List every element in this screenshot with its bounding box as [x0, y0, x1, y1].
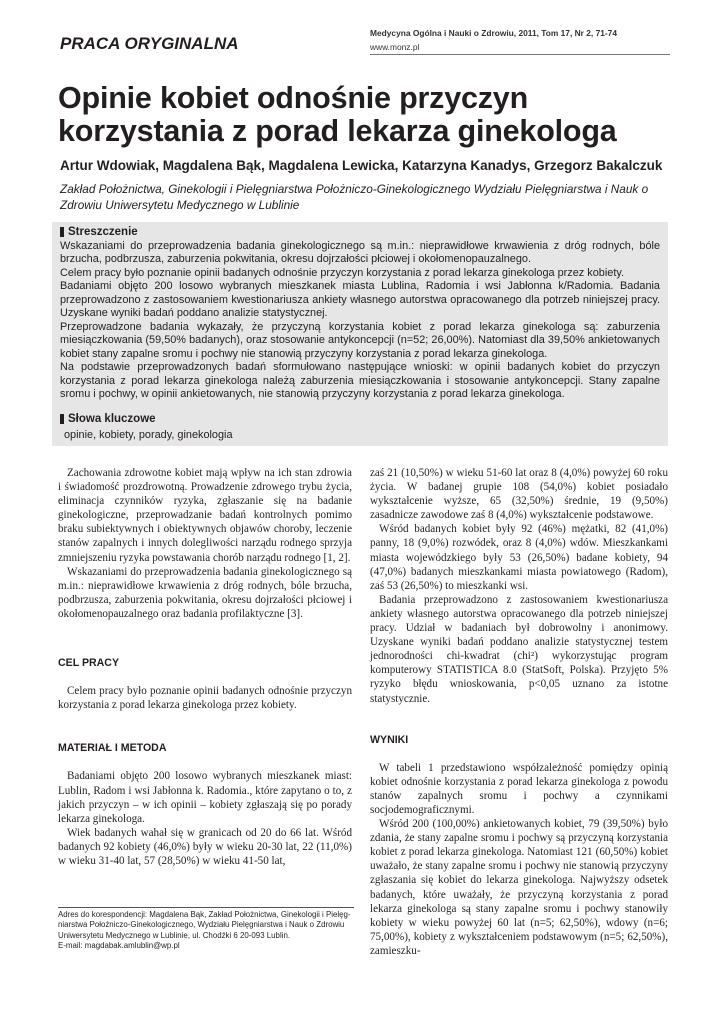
- body-paragraph: Badania przeprowadzono z zastosowaniem kwestionariusza ankiety własnego autorstwa opracowanego dla potrzeb niniejszej pracy. Udział w badaniach był dobrowolny i anonimowy. Uzyskane wyniki badań poddano analizie statystycznej testem jednorodności chi-kwadrat (chi²) wykorzystując program komputerowy STATISTICA 8.0 (StatSoft, Polska). Przyjęto 5% ryzyko błędu wnioskowania, p<0,05 uznano za istotne statystycznie.: [370, 593, 668, 705]
- square-bullet-icon: [60, 227, 64, 237]
- abstract-heading-label: Streszczenie: [68, 226, 138, 238]
- author-list: Artur Wdowiak, Magdalena Bąk, Magdalena Lewicka, Katarzyna Kanadys, Grzegorz Bakalczuk: [60, 158, 663, 173]
- body-paragraph: Badaniami objęto 200 losowo wybranych mieszkanek miast: Lublin, Radom i wsi Jabłonna k. Radomia., które zapytano o to, z jakich przyczyn – w ich opinii – kobiety zgłaszają się po porady lekarza ginekologa.: [58, 770, 352, 825]
- footnote-line: niarstwa Położniczo-Ginekologicznego, Wydziału Pielęgniarstwa i Nauk o Zdrowiu: [58, 920, 345, 930]
- section-heading-results: WYNIKI: [370, 733, 409, 746]
- keywords-heading: [60, 413, 156, 425]
- footnote-line: Adres do korespondencji: Magdalena Bąk, Zakład Położnictwa, Ginekologii i Pielęg-: [58, 910, 351, 919]
- abstract-paragraph: Wskazaniami do przeprowadzenia badania ginekologicznego są m.in.: nieprawidłowe krwawienia z dróg rodnych, bóle brzucha, podbrzusza, zaburzenia pokwitania, okresu dojrzałości płciowej i okołomenopauzalnego.: [60, 240, 660, 266]
- section-label: PRACA ORYGINALNA: [60, 34, 239, 53]
- body-column-left: [58, 466, 352, 868]
- abstract-paragraph: Badaniami objęto 200 losowo wybranych mieszkanek miasta Lublina, Radomia i wsi Jabłonna k/Radomia. Badania przeprowadzono z zastosowaniem kwestionariusza ankiety własnego autorstwa opracowanego dla potrzeb niniejszej pracy. Uzyskane wyniki badań poddano analizie statystycznej.: [60, 280, 660, 320]
- body-paragraph: Wśród 200 (100,00%) ankietowanych kobiet, 79 (39,50%) było zdania, że stany zapalne sromu i pochwy są przyczyną korzystania kobiet z porad lekarza ginekologa. Natomiast 121 (60,50%) kobiet uważało, że stany zapalne sromu i pochwy nie stanowią przyczyny zgłaszania się kobiet do lekarza ginekologa. Najwyższy odsetek badanych, które uważały, że przyczyną korzystania z porad lekarza ginekologa są stany zapalne sromu i pochwy stanowiły kobiety w wieku powyżej 60 lat (n=5; 62,50%), wdowy (n=6; 75,00%), kobiety z wykształceniem podstawowym (n=5; 62,50%), zamieszku-: [370, 818, 668, 957]
- abstract-paragraph: Na podstawie przeprowadzonych badań sformułowano następujące wnioski: w opinii badanych kobiet do przyczyn korzystania z porad lekarza ginekologa należą zaburzenia miesiączkowania i stosowanie antykoncepcji. Stany zapalne sromu i pochwy, w opinii ankietowanych, nie stanowią przyczyny korzystania z porad lekarza ginekologa.: [60, 361, 660, 400]
- body-paragraph: zaś 21 (10,50%) w wieku 51-60 lat oraz 8 (4,0%) powyżej 60 roku życia. W badanej grupie 108 (54,0%) kobiet posiadało wykształcenie wyższe, 65 (32,50%) średnie, 19 (9,50%) zasadnicze zawodowe zaś 8 (4,0%) wykształcenie podstawowe.: [370, 467, 668, 522]
- abstract-text: [60, 240, 660, 401]
- body-paragraph: Wiek badanych wahał się w granicach od 20 do 66 lat. Wśród badanych 92 kobiety (46,0%) były w wieku 20-30 lat, 22 (11,0%) w wieku 31-40 lat, 57 (28,50%) w wieku 41-50 lat,: [58, 826, 352, 867]
- journal-citation: Medycyna Ogólna i Nauki o Zdrowiu, 2011, Tom 17, Nr 2, 71-74: [370, 28, 617, 38]
- author-affiliation: Zakład Położnictwa, Ginekologii i Pielęgniarstwa Położniczo-Ginekologicznego Wydziału Pielęgniarstwa i Nauk o Zdrowiu Uniwersytetu Medycznego w Lublinie: [60, 182, 649, 212]
- section-heading-methods: MATERIAŁ I METODA: [58, 742, 167, 755]
- abstract-paragraph: Przeprowadzone badania wykazały, że przyczyną korzystania kobiet z porad lekarza ginekologa są: zaburzenia miesiączkowania (59,50% badanych), oraz stosowanie antykoncepcji (n=52; 26,00%). Natomiast dla 39,50% ankietowanych kobiet stany zapalne sromu i pochwy nie stanowią przyczyny korzystania z porad lekarza ginekologa.: [60, 320, 660, 360]
- body-column-right: [370, 466, 668, 958]
- correspondence-footnote: [58, 910, 358, 951]
- body-paragraph: Zachowania zdrowotne kobiet mają wpływ na ich stan zdrowia i świadomość prozdrowotną. Prowadzenie zdrowego trybu życia, eliminacja czynników ryzyka, zgłaszanie się na badanie ginekologiczne, przeprowadzanie badań kontrolnych pomimo braku subiektywnych i obiektywnych objawów choroby, leczenie stanów zapalnych i innych dolegliwości narządu rodnego sprzyja zmniejszeniu ryzyka powstawania chorób narządu rodnego [1, 2].: [58, 467, 352, 564]
- journal-website[interactable]: www.monz.pl: [370, 42, 420, 52]
- body-paragraph: Wśród badanych kobiet były 92 (46%) mężatki, 82 (41,0%) panny, 18 (9,0%) rozwódek, oraz 8 (4,0%) wdów. Mieszkankami miasta wojewódzkiego były 53 (26,50%) badane kobiety, 94 (47,0%) badanych mieszkankami miasta powiatowego (Radom), zaś 53 (26,50%) to mieszkanki wsi.: [370, 523, 668, 592]
- footnote-email[interactable]: E-mail: magdabak.amlublin@wp.pl: [58, 940, 180, 950]
- keywords-text: opinie, kobiety, porady, ginekologia: [64, 429, 233, 441]
- section-heading-aim: CEL PRACY: [58, 657, 120, 670]
- body-paragraph: W tabeli 1 przedstawiono współzależność pomiędzy opinią kobiet odnośnie korzystania z porad lekarza ginekologa z powodu stanów zapalnych sromu i pochwy a czynnikami socjodemograficznymi.: [370, 761, 668, 816]
- footnote-divider: [58, 907, 354, 908]
- square-bullet-icon: [60, 414, 64, 424]
- keywords-heading-label: Słowa kluczowe: [68, 413, 156, 425]
- body-paragraph: Celem pracy było poznanie opinii badanych odnośnie przyczyn korzystania z porad lekarza ginekologa przez kobiety.: [58, 685, 352, 712]
- article-title: Opinie kobiet odnośnie przyczyn korzystania z porad lekarza ginekologa: [58, 81, 617, 148]
- abstract-paragraph: Celem pracy było poznanie opinii badanych odnośnie przyczyn korzystania z porad lekarza ginekologa przez kobiety.: [60, 266, 625, 279]
- abstract-heading: [60, 226, 138, 238]
- body-paragraph: Wskazaniami do przeprowadzenia badania ginekologicznego są m.in.: nieprawidłowe krwawienia z dróg rodnych, bóle brzucha, podbrzusza, zaburzenia pokwitania, okresu dojrzałości płciowej i okołomenopauzalnego oraz badania profilaktyczne [3].: [58, 565, 352, 620]
- header-divider: [370, 54, 670, 55]
- footnote-line: Uniwersytetu Medycznego w Lublinie, ul. Chodźki 6 20-093 Lublin.: [58, 930, 291, 940]
